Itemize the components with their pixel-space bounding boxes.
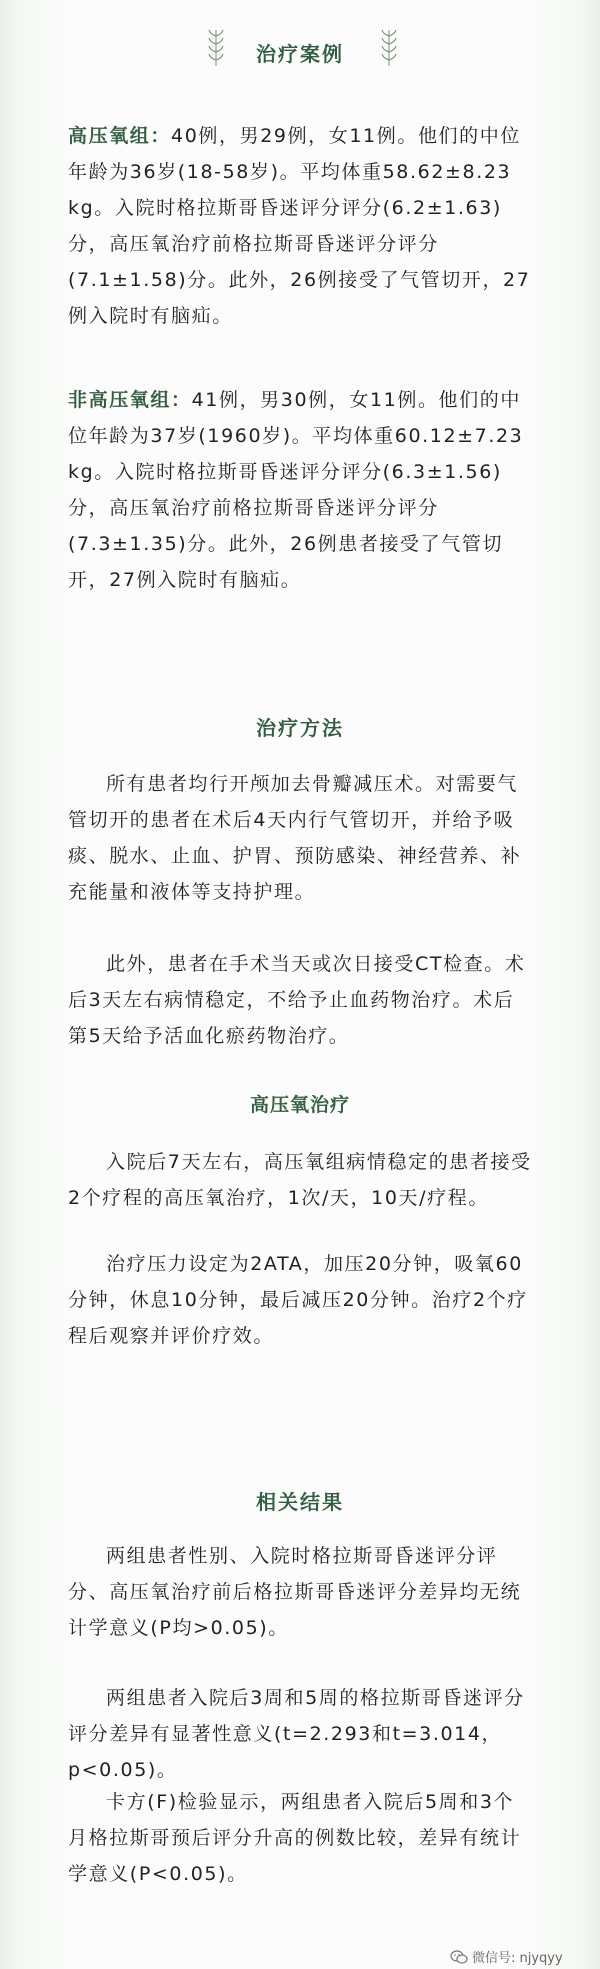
- results-paragraph-2: 两组患者入院后3周和5周的格拉斯哥昏迷评分评分差异有显著性意义(t=2.293和t=3.014，p<0.05)。: [68, 1687, 525, 1781]
- section-title-cases: 治疗案例: [256, 42, 344, 66]
- results-paragraph-1: 两组患者性别、入院时格拉斯哥昏迷评分评分、高压氧治疗前后格拉斯哥昏迷评分差异均无统计学意义(P均>0.05)。: [68, 1545, 522, 1639]
- hbo-group-text: 40例，男29例，女11例。他们的中位年龄为36岁(18-58岁)。平均体重58.62±8.23 kg。入院时格拉斯哥昏迷评分评分(6.2±1.63)分，高压氧治疗前格拉斯哥昏迷评分评分(7.1±1.58)分。此外，26例接受了气管切开，27例入院时有脑疝。: [68, 125, 531, 327]
- results-paragraph-3: 卡方(F)检验显示，两组患者入院后5周和3个月格拉斯哥预后评分升高的例数比较，差异有统计学意义(P<0.05)。: [68, 1791, 522, 1885]
- wechat-icon: [450, 1950, 468, 1964]
- subsection-title-hbo: 高压氧治疗: [249, 1094, 350, 1116]
- hbo-group-paragraph: [68, 118, 533, 334]
- non-hbo-group-paragraph: [68, 382, 533, 598]
- hbo-therapy-paragraph-2: 治疗压力设定为2ATA，加压20分钟，吸氧60分钟，休息10分钟，最后减压20分钟。治疗2个疗程后观察并评价疗效。: [68, 1253, 528, 1347]
- section-title-methods: 治疗方法: [256, 716, 344, 740]
- wechat-id-text: 微信号: njyqyy: [472, 1951, 563, 1966]
- section-title-results: 相关结果: [256, 1490, 344, 1514]
- non-hbo-group-text: 41例，男30例，女11例。他们的中位年龄为37岁(1960岁)。平均体重60.12±7.23 kg。入院时格拉斯哥昏迷评分评分(6.3±1.56)分，高压氧治疗前格拉斯哥昏迷评分评分(7.3±1.35)分。此外，26例患者接受了气管切开，27例入院时有脑疝。: [68, 389, 524, 591]
- methods-paragraph-2: 此外，患者在手术当天或次日接受CT检查。术后3天左右病情稳定，不给予止血药物治疗。术后第5天给予活血化瘀药物治疗。: [68, 953, 526, 1047]
- methods-paragraph-1: 所有患者均行开颅加去骨瓣减压术。对需要气管切开的患者在术后4天内行气管切开，并给予吸痰、脱水、止血、护胃、预防感染、神经营养、补充能量和液体等支持护理。: [68, 773, 522, 903]
- hbo-therapy-paragraph-1: 入院后7天左右，高压氧组病情稳定的患者接受2个疗程的高压氧治疗，1次/天，10天/疗程。: [68, 1151, 532, 1209]
- wechat-watermark: [450, 1947, 563, 1966]
- hbo-group-label: 高压氧组：: [68, 125, 172, 147]
- non-hbo-group-label: 非高压氧组：: [68, 389, 192, 411]
- leaf-ornament-right-icon: [380, 28, 398, 68]
